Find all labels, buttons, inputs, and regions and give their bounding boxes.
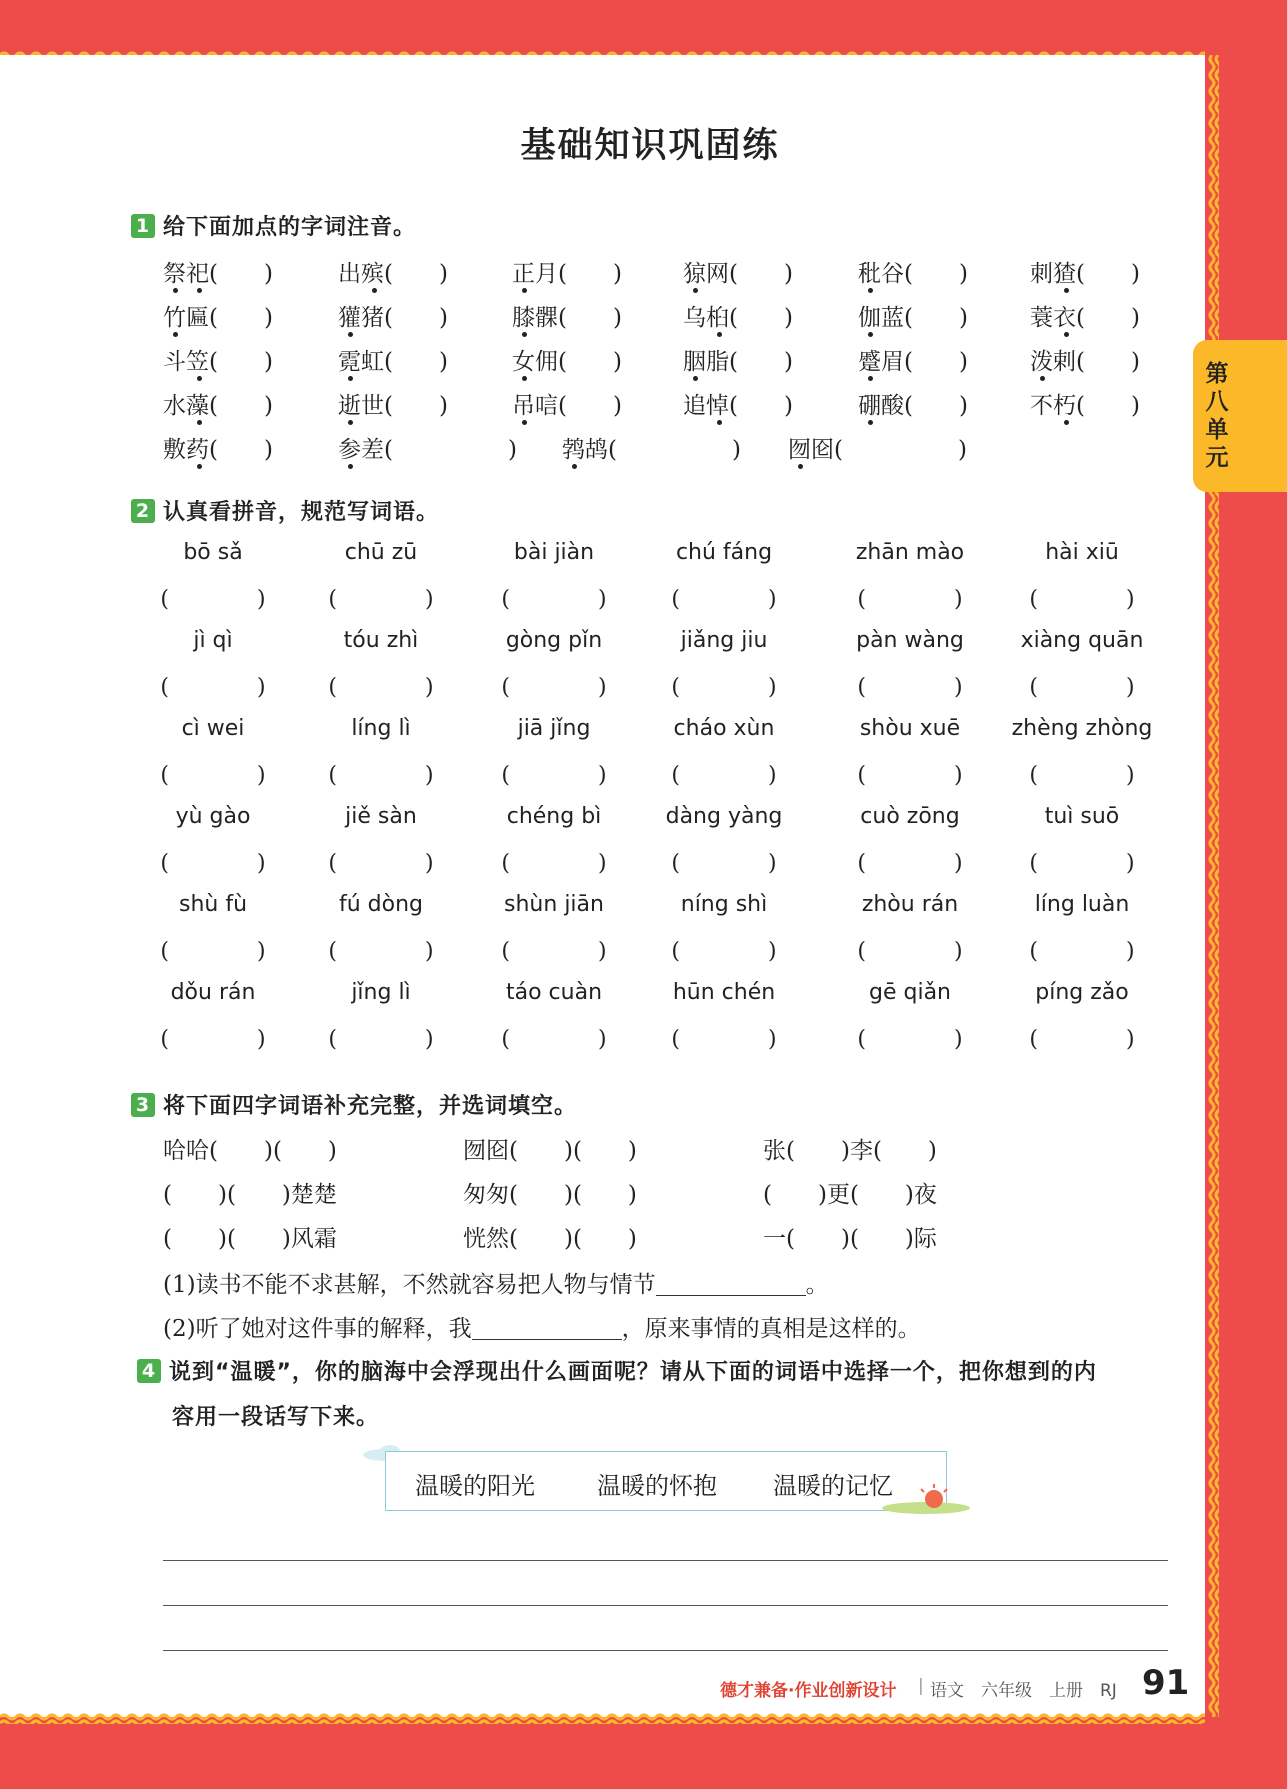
answer-bracket[interactable]: ( ): [1029, 587, 1135, 612]
pinyin-label: pàn wàng: [856, 628, 964, 653]
question-3-heading: [131, 1089, 577, 1120]
idiom-fill-item[interactable]: 哈哈( )( ): [163, 1138, 337, 1164]
pinyin-annotation-item[interactable]: 出殡( ): [338, 261, 448, 287]
emphasis-dot: [1040, 376, 1045, 381]
emphasis-dot: [348, 420, 353, 425]
fill-sentence-1: [163, 1266, 829, 1299]
emphasis-dot: [1064, 332, 1069, 337]
question-number-badge: 1: [131, 214, 155, 238]
answer-bracket[interactable]: ( ): [501, 851, 607, 876]
pinyin-annotation-item[interactable]: 女佣( ): [512, 349, 622, 375]
pinyin-label: bài jiàn: [513, 540, 595, 565]
pinyin-annotation-item[interactable]: 伽蓝( ): [858, 305, 968, 331]
pinyin-label: hūn chén: [672, 980, 776, 1005]
pinyin-label: cháo xùn: [673, 716, 775, 741]
emphasis-dot: [1064, 420, 1069, 425]
question-4-heading: [137, 1355, 1097, 1386]
emphasis-dot: [522, 376, 527, 381]
pinyin-annotation-item[interactable]: 猄网( ): [683, 261, 793, 287]
emphasis-dot: [693, 288, 698, 293]
page-title: 基础知识巩固练: [520, 126, 780, 166]
pinyin-annotation-item[interactable]: 泼剌( ): [1030, 349, 1140, 375]
pinyin-annotation-item[interactable]: 逝世( ): [338, 393, 448, 419]
emphasis-dot: [693, 376, 698, 381]
idiom-fill-item[interactable]: 恍然( )( ): [463, 1226, 637, 1252]
question-4-prompt-line1: 说到“温暖”，你的脑海中会浮现出什么画面呢？请从下面的词语中选择一个，把你想到的内: [169, 1360, 1097, 1385]
pinyin-annotation-item[interactable]: 囫囵( ): [788, 437, 967, 463]
pinyin-annotation-item[interactable]: 不朽( ): [1030, 393, 1140, 419]
footer-divider: |: [918, 1676, 924, 1696]
emphasis-dot: [868, 332, 873, 337]
pinyin-label: cuò zōng: [860, 804, 960, 829]
answer-bracket[interactable]: ( ): [1029, 675, 1135, 700]
sentence-2-text: (2)听了她对这件事的解释，我: [163, 1316, 472, 1342]
question-number-badge: 3: [131, 1093, 155, 1117]
answer-bracket[interactable]: ( ): [857, 851, 963, 876]
page-number: 91: [1142, 1663, 1190, 1703]
writing-line[interactable]: [163, 1650, 1168, 1651]
bottom-wavy-border: [0, 1710, 1205, 1724]
emphasis-dot: [348, 376, 353, 381]
answer-bracket[interactable]: ( ): [857, 675, 963, 700]
pinyin-label: líng luàn: [1034, 892, 1130, 917]
sentence-2-end: ，原来事情的真相是这样的。: [621, 1316, 921, 1342]
idiom-fill-item[interactable]: 张( )李( ): [763, 1138, 937, 1164]
pinyin-label: yù gào: [175, 804, 251, 829]
emphasis-dot: [798, 464, 803, 469]
answer-bracket[interactable]: ( ): [1029, 1027, 1135, 1052]
word-option-3[interactable]: 温暖的记忆: [773, 1472, 893, 1500]
emphasis-dot: [372, 288, 377, 293]
answer-bracket[interactable]: ( ): [328, 675, 434, 700]
emphasis-dot: [197, 420, 202, 425]
pinyin-annotation-item[interactable]: 膝髁( ): [512, 305, 622, 331]
answer-bracket[interactable]: ( ): [1029, 763, 1135, 788]
answer-bracket[interactable]: ( ): [671, 939, 777, 964]
pinyin-label: zhèng zhòng: [1011, 716, 1153, 741]
answer-bracket[interactable]: ( ): [857, 587, 963, 612]
pinyin-annotation-item[interactable]: 追悼( ): [683, 393, 793, 419]
pinyin-annotation-item[interactable]: 胭脂( ): [683, 349, 793, 375]
question-number-badge: 4: [137, 1359, 161, 1383]
idiom-fill-item[interactable]: ( )( )风霜: [163, 1226, 337, 1252]
pinyin-label: cì wei: [181, 716, 245, 741]
emphasis-dot: [173, 332, 178, 337]
emphasis-dot: [868, 288, 873, 293]
pinyin-annotation-item[interactable]: 正月( ): [512, 261, 622, 287]
pinyin-annotation-item[interactable]: 乌桕( ): [683, 305, 793, 331]
pinyin-label: píng zǎo: [1035, 980, 1129, 1005]
emphasis-dot: [173, 288, 178, 293]
pinyin-annotation-item[interactable]: 秕谷( ): [858, 261, 968, 287]
question-1-prompt: 给下面加点的字词注音。: [163, 215, 417, 240]
pinyin-annotation-item[interactable]: 鹁鸪( ): [562, 437, 741, 463]
pinyin-label: chū zū: [344, 540, 418, 565]
sentence-1-text: (1)读书不能不求甚解，不然就容易把人物与情节: [163, 1272, 656, 1298]
emphasis-dot: [348, 464, 353, 469]
pinyin-label: jiě sàn: [345, 804, 417, 829]
idiom-fill-item[interactable]: ( )( )楚楚: [163, 1182, 337, 1208]
idiom-fill-item[interactable]: ( )更( )夜: [763, 1182, 937, 1208]
idiom-fill-item[interactable]: 一( )( )际: [763, 1226, 937, 1252]
right-wavy-border: [1205, 55, 1219, 1717]
pinyin-annotation-item[interactable]: 霓虹( ): [338, 349, 448, 375]
emphasis-dot: [717, 332, 722, 337]
answer-bracket[interactable]: ( ): [328, 851, 434, 876]
pinyin-annotation-item[interactable]: 敷药( ): [163, 437, 273, 463]
emphasis-dot: [1064, 288, 1069, 293]
answer-bracket[interactable]: ( ): [671, 763, 777, 788]
emphasis-dot: [348, 332, 353, 337]
answer-bracket[interactable]: ( ): [160, 587, 266, 612]
answer-bracket[interactable]: ( ): [328, 939, 434, 964]
pinyin-label: dàng yàng: [665, 804, 783, 829]
answer-bracket[interactable]: ( ): [671, 1027, 777, 1052]
pinyin-label: líng lì: [351, 716, 411, 741]
pinyin-annotation-item[interactable]: 水藻( ): [163, 393, 273, 419]
answer-bracket[interactable]: ( ): [501, 939, 607, 964]
question-number-badge: 2: [131, 499, 155, 523]
idiom-fill-item[interactable]: 匆匆( )( ): [463, 1182, 637, 1208]
emphasis-dot: [522, 420, 527, 425]
pinyin-label: bō sǎ: [183, 540, 243, 565]
emphasis-dot: [868, 420, 873, 425]
answer-bracket[interactable]: ( ): [160, 763, 266, 788]
emphasis-dot: [868, 376, 873, 381]
pinyin-annotation-item[interactable]: 参差( ): [338, 437, 517, 463]
pinyin-label: dǒu rán: [170, 980, 256, 1005]
answer-bracket[interactable]: ( ): [857, 939, 963, 964]
answer-bracket[interactable]: ( ): [328, 1027, 434, 1052]
answer-bracket[interactable]: ( ): [501, 1027, 607, 1052]
writing-line[interactable]: [163, 1560, 1168, 1561]
answer-bracket[interactable]: ( ): [160, 1027, 266, 1052]
answer-bracket[interactable]: ( ): [160, 675, 266, 700]
pinyin-annotation-item[interactable]: 蓑衣( ): [1030, 305, 1140, 331]
question-1-heading: [131, 210, 416, 241]
emphasis-dot: [522, 288, 527, 293]
answer-bracket[interactable]: ( ): [501, 675, 607, 700]
pinyin-label: zhān mào: [855, 540, 965, 565]
answer-bracket[interactable]: ( ): [857, 1027, 963, 1052]
pinyin-label: hài xiū: [1045, 540, 1119, 565]
pinyin-label: zhòu rán: [861, 892, 959, 917]
pinyin-label: shòu xuē: [859, 716, 961, 741]
emphasis-dot: [197, 464, 202, 469]
pinyin-label: tuì suō: [1044, 804, 1120, 829]
answer-bracket[interactable]: ( ): [328, 587, 434, 612]
pinyin-label: gòng pǐn: [505, 628, 603, 653]
pinyin-label: fú dòng: [338, 892, 423, 917]
pinyin-label: xiàng quān: [1020, 628, 1144, 653]
pinyin-annotation-item[interactable]: 獾猪( ): [338, 305, 448, 331]
answer-bracket[interactable]: ( ): [671, 587, 777, 612]
answer-bracket[interactable]: ( ): [1029, 939, 1135, 964]
answer-bracket[interactable]: ( ): [160, 851, 266, 876]
pinyin-annotation-item[interactable]: 吊唁( ): [512, 393, 622, 419]
pinyin-annotation-item[interactable]: 竹匾( ): [163, 305, 273, 331]
question-3-prompt: 将下面四字词语补充完整，并选词填空。: [163, 1094, 578, 1119]
answer-blank[interactable]: [656, 1273, 806, 1296]
pinyin-label: gē qiǎn: [869, 980, 951, 1005]
word-option-1[interactable]: 温暖的阳光: [415, 1472, 535, 1500]
pinyin-label: níng shì: [680, 892, 768, 917]
pinyin-annotation-item[interactable]: 祭祀( ): [163, 261, 273, 287]
pinyin-label: chú fáng: [675, 540, 773, 565]
pinyin-label: táo cuàn: [505, 980, 603, 1005]
emphasis-dot: [522, 332, 527, 337]
question-2-prompt: 认真看拼音，规范写词语。: [163, 500, 440, 525]
pinyin-label: jǐng lì: [351, 980, 411, 1005]
answer-bracket[interactable]: ( ): [857, 763, 963, 788]
pinyin-label: jiǎng jiu: [680, 628, 768, 653]
answer-bracket[interactable]: ( ): [328, 763, 434, 788]
pinyin-label: jiā jǐng: [517, 716, 591, 741]
footer-brand: 德才兼备·作业创新设计: [720, 1681, 897, 1701]
answer-bracket[interactable]: ( ): [671, 851, 777, 876]
emphasis-dot: [197, 376, 202, 381]
pinyin-annotation-item[interactable]: 刺猹( ): [1030, 261, 1140, 287]
emphasis-dot: [197, 288, 202, 293]
question-2-heading: [131, 495, 439, 526]
idiom-fill-item[interactable]: 囫囵( )( ): [463, 1138, 637, 1164]
footer-info: 语文 六年级 上册 RJ: [930, 1681, 1117, 1701]
sunrise-icon: [878, 1482, 970, 1516]
emphasis-dot: [572, 464, 577, 469]
pinyin-label: chéng bì: [506, 804, 602, 829]
pinyin-annotation-item[interactable]: 蹙眉( ): [858, 349, 968, 375]
sentence-1-end: 。: [805, 1272, 829, 1298]
word-option-2[interactable]: 温暖的怀抱: [597, 1472, 717, 1500]
answer-blank[interactable]: [472, 1317, 622, 1340]
unit-side-tab-label: 第八单元: [1205, 361, 1229, 471]
question-4-prompt-line2: 容用一段话写下来。: [172, 1405, 380, 1430]
pinyin-annotation-item[interactable]: 硼酸( ): [858, 393, 968, 419]
writing-line[interactable]: [163, 1605, 1168, 1606]
fill-sentence-2: [163, 1310, 921, 1343]
answer-bracket[interactable]: ( ): [160, 939, 266, 964]
answer-bracket[interactable]: ( ): [501, 587, 607, 612]
pinyin-label: shùn jiān: [504, 892, 604, 917]
emphasis-dot: [717, 420, 722, 425]
pinyin-annotation-item[interactable]: 斗笠( ): [163, 349, 273, 375]
pinyin-label: shù fù: [178, 892, 248, 917]
pinyin-label: jì qì: [193, 628, 233, 653]
answer-bracket[interactable]: ( ): [1029, 851, 1135, 876]
pinyin-label: tóu zhì: [343, 628, 419, 653]
answer-bracket[interactable]: ( ): [671, 675, 777, 700]
answer-bracket[interactable]: ( ): [501, 763, 607, 788]
